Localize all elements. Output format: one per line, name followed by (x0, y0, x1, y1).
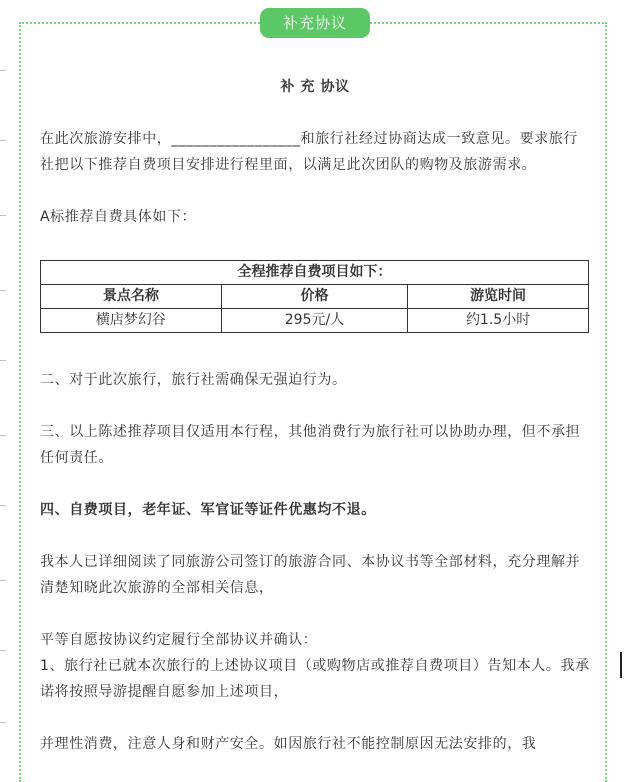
item-4: 四、自费项目，老年证、军官证等证件优惠均不退。 (40, 502, 376, 518)
item-2: 二、对于此次旅行，旅行社需确保无强迫行为。 (40, 372, 347, 388)
section-a-label: A标推荐自费具体如下： (40, 209, 197, 225)
header-attraction: 景点名称 (41, 285, 222, 309)
item-3: 三、以上陈述推荐项目仅适用本行程，其他消费行为旅行社可以协助办理，但不承担任何责任。 (40, 424, 581, 466)
confirm-item-1: 1、旅行社已就本次旅行的上述协议项目（或购物店或推荐自费项目）告知本人。我承诺将按照导游提醒自愿参加上述项目， (40, 658, 590, 700)
cell-price: 295元/人 (221, 309, 407, 333)
cell-duration: 约1.5小时 (408, 309, 589, 333)
intro-paragraph: 在此次旅游安排中，_________________和旅行社经过协商达成一致意见。要求旅行社把以下推荐自费项目安排进行程里面，以满足此次团队的购物及旅游需求。 (40, 131, 578, 173)
agreement-body (40, 74, 590, 757)
fee-table-caption: 全程推荐自费项目如下： (41, 261, 589, 285)
statement-paragraph: 我本人已详细阅读了同旅游公司签订的旅游合同、本协议书等全部材料，充分理解并清楚知晓此次旅游的全部相关信息， (40, 554, 581, 596)
agreement-title: 补 充 协议 (280, 79, 350, 95)
last-paragraph: 并理性消费，注意人身和财产安全。如因旅行社不能控制原因无法安排的，我 (40, 736, 537, 752)
confirm-heading: 平等自愿按协议约定履行全部协议并确认： (40, 632, 318, 648)
section-tab: 补充协议 (260, 8, 370, 38)
header-duration: 游览时间 (408, 285, 589, 309)
header-price: 价格 (221, 285, 407, 309)
fee-table (40, 260, 589, 333)
cell-attraction: 横店梦幻谷 (41, 309, 222, 333)
table-row (41, 309, 589, 333)
